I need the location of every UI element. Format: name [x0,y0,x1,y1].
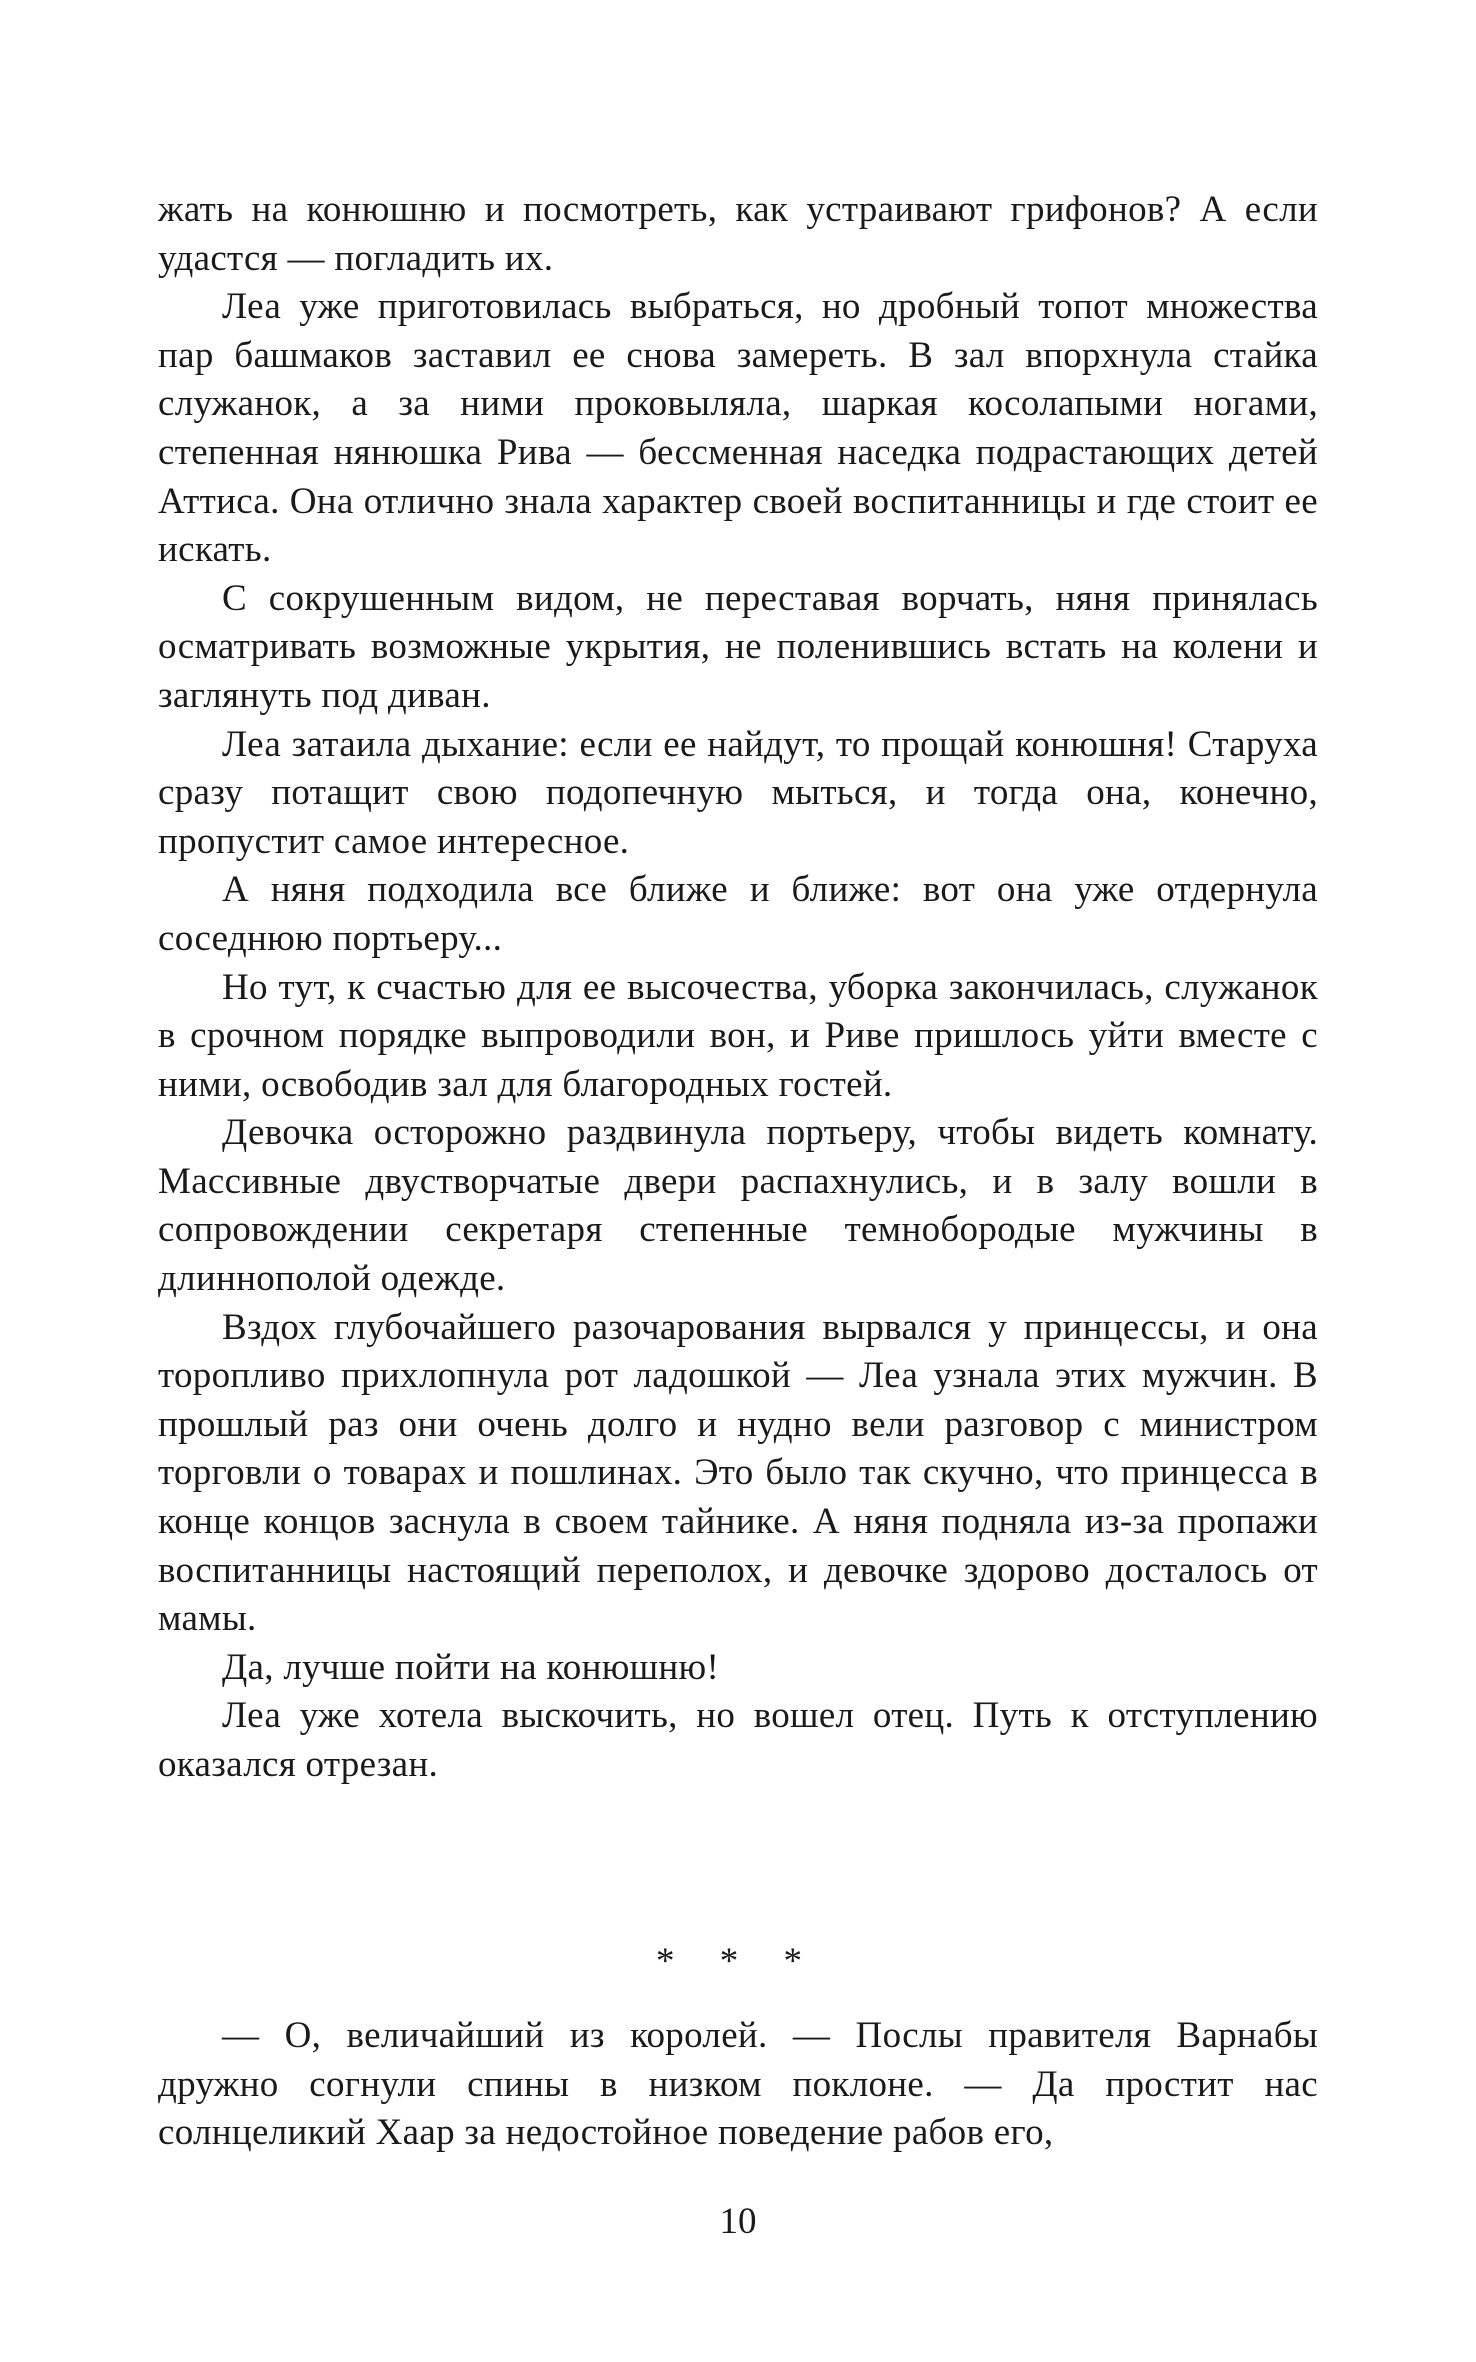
paragraph-1: жать на конюшню и посмотреть, как устраивают грифонов? А если удастся — погладить их. [158,189,1318,279]
paragraph-11: — О, величайший из королей. — Послы правителя Варнабы дружно согнули спины в низком поклоне. — Да простит нас солнцеликий Хаар за недостойное поведение рабов его, [158,2015,1318,2154]
section-separator: * * * [656,1941,820,1982]
paragraph-5: А няня подходила все ближе и ближе: вот она уже отдернула соседнюю портьеру... [158,869,1318,959]
main-text [158,186,1318,1790]
paragraph-3: С сокрушенным видом, не переставая ворчать, няня принялась осматривать возможные укрытия, не поленившись встать на колени и заглянуть под диван. [158,577,1318,716]
continued-text [158,2012,1318,2158]
paragraph-7: Девочка осторожно раздвинула портьеру, чтобы видеть комнату. Массивные двустворчатые двери распахнулись, и в залу вошли в сопровождении секретаря степенные темнобородые мужчины в длиннополой одежде. [158,1112,1318,1300]
paragraph-2: Леа уже приготовилась выбраться, но дробный топот множества пар башмаков заставил ее снова замереть. В зал впорхнула стайка служанок, а за ними проковыляла, шаркая косолапыми ногами, степенная нянюшка Рива — бессменная наседка подрастающих детей Аттиса. Она отлично знала характер своей воспитанницы и где стоит ее искать. [158,286,1318,571]
paragraph-6: Но тут, к счастью для ее высочества, уборка закончилась, служанок в срочном порядке выпроводили вон, и Риве пришлось уйти вместе с ними, освободив зал для благородных гостей. [158,966,1318,1105]
paragraph-4: Леа затаила дыхание: если ее найдут, то прощай конюшня! Старуха сразу потащит свою подопечную мыться, и тогда она, конечно, пропустит самое интересное. [158,723,1318,862]
paragraph-8: Вздох глубочайшего разочарования вырвался у принцессы, и она торопливо прихлопнула рот ладошкой — Леа узнала этих мужчин. В прошлый раз они очень долго и нудно вели разговор с министром торговли о товарах и пошлинах. Это было так скучно, что принцесса в конце концов заснула в своем тайнике. А няня подняла из-за пропажи воспитанницы настоящий переполох, и девочке здорово досталось от мамы. [158,1306,1318,1640]
paragraph-9: Да, лучше пойти на конюшню! [222,1646,720,1688]
page-number: 10 [719,2201,757,2242]
paragraph-10: Леа уже хотела выскочить, но вошел отец. Путь к отступлению оказался отрезан. [158,1695,1318,1785]
